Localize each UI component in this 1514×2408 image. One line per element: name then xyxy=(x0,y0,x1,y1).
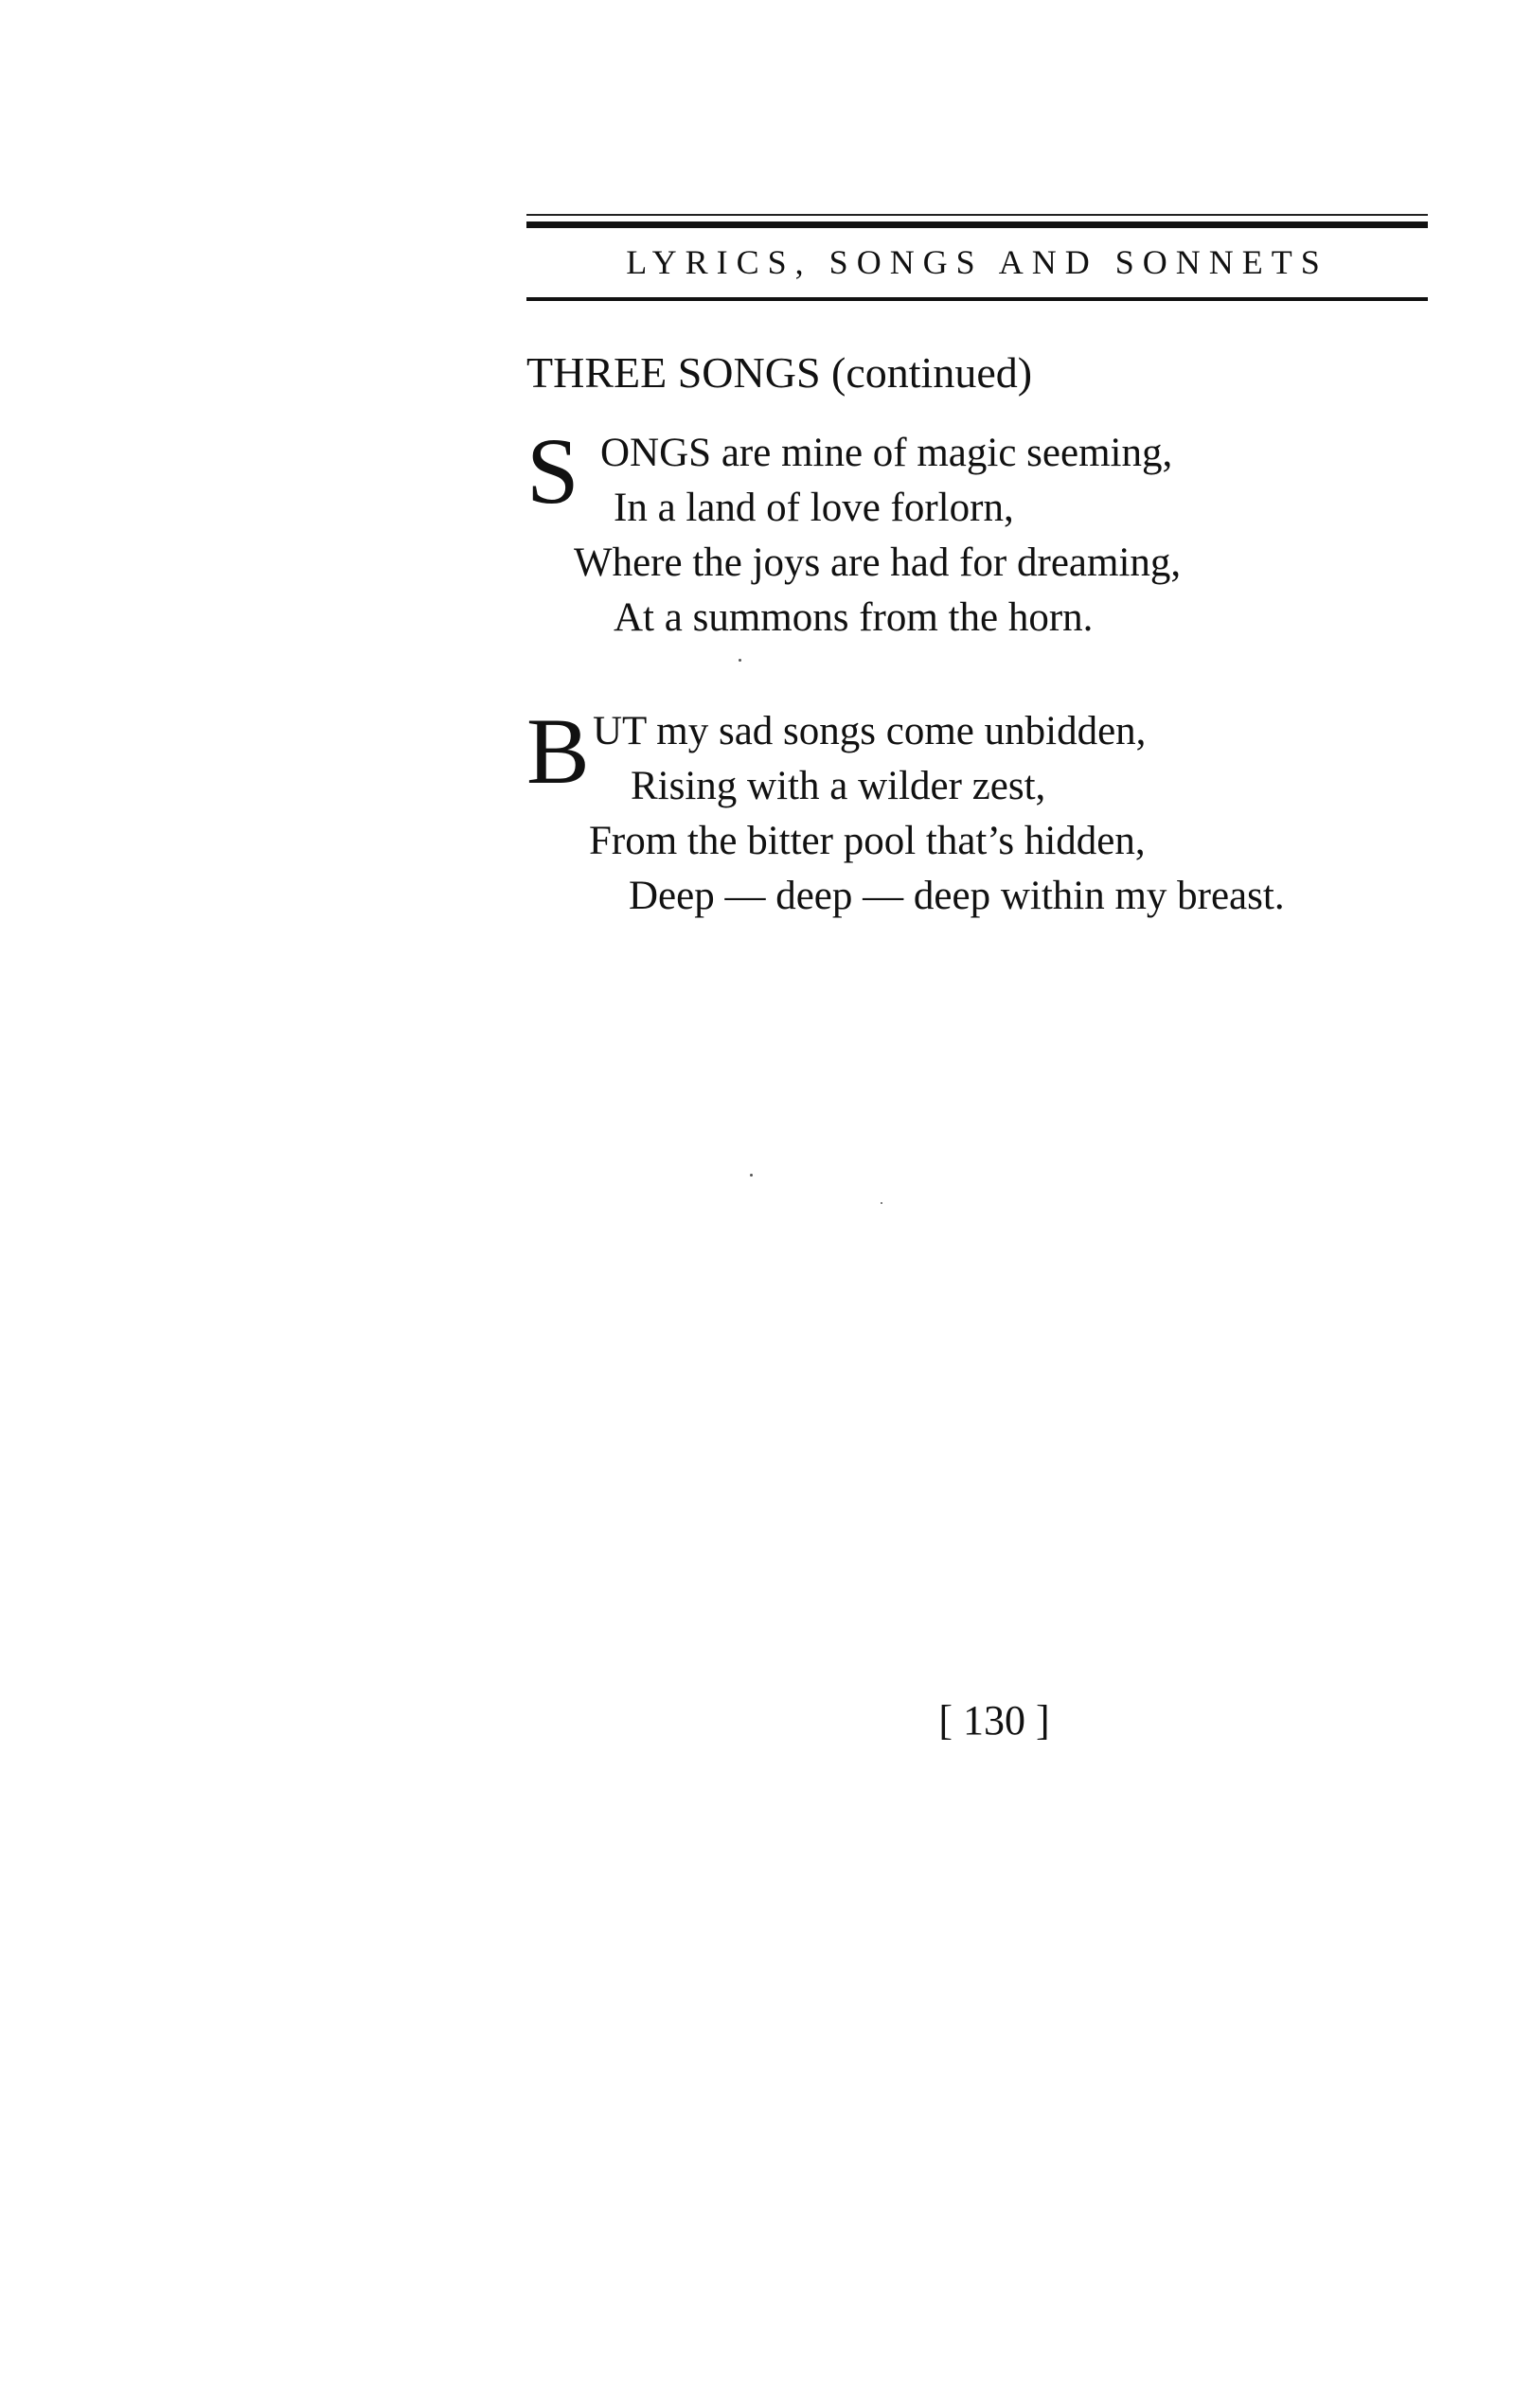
stanza-1-line-1: ONGS are mine of magic seeming, xyxy=(600,431,1173,475)
stanza-2-line-1: UT my sad songs come unbidden, xyxy=(593,709,1147,753)
stanza-1-dropcap: S xyxy=(526,418,579,523)
running-header-title: LYRICS, SONGS AND SONNETS xyxy=(626,243,1328,281)
stanza-2-line-3: From the bitter pool that’s hidden, xyxy=(589,819,1146,863)
scan-speck xyxy=(881,1202,882,1204)
stanza-2-dropcap: B xyxy=(526,699,590,804)
section-title: THREE SONGS (continued) xyxy=(526,348,1033,397)
page-number: [ 130 ] xyxy=(938,1697,1050,1744)
header-rule-thin xyxy=(526,214,1428,216)
scan-speck xyxy=(750,1174,753,1177)
stanza-1-line-3: Where the joys are had for dreaming, xyxy=(574,540,1182,585)
scan-speck xyxy=(739,659,741,662)
stanza-2-line-2: Rising with a wilder zest, xyxy=(631,764,1046,808)
stanza-1-line-4: At a summons from the horn. xyxy=(614,595,1094,640)
stanza-2-line-4: Deep — deep — deep within my breast. xyxy=(629,874,1285,918)
stanza-1-line-2: In a land of love forlorn, xyxy=(614,486,1014,530)
header-rule-thick xyxy=(526,221,1428,228)
header-rule-bottom xyxy=(526,297,1428,301)
